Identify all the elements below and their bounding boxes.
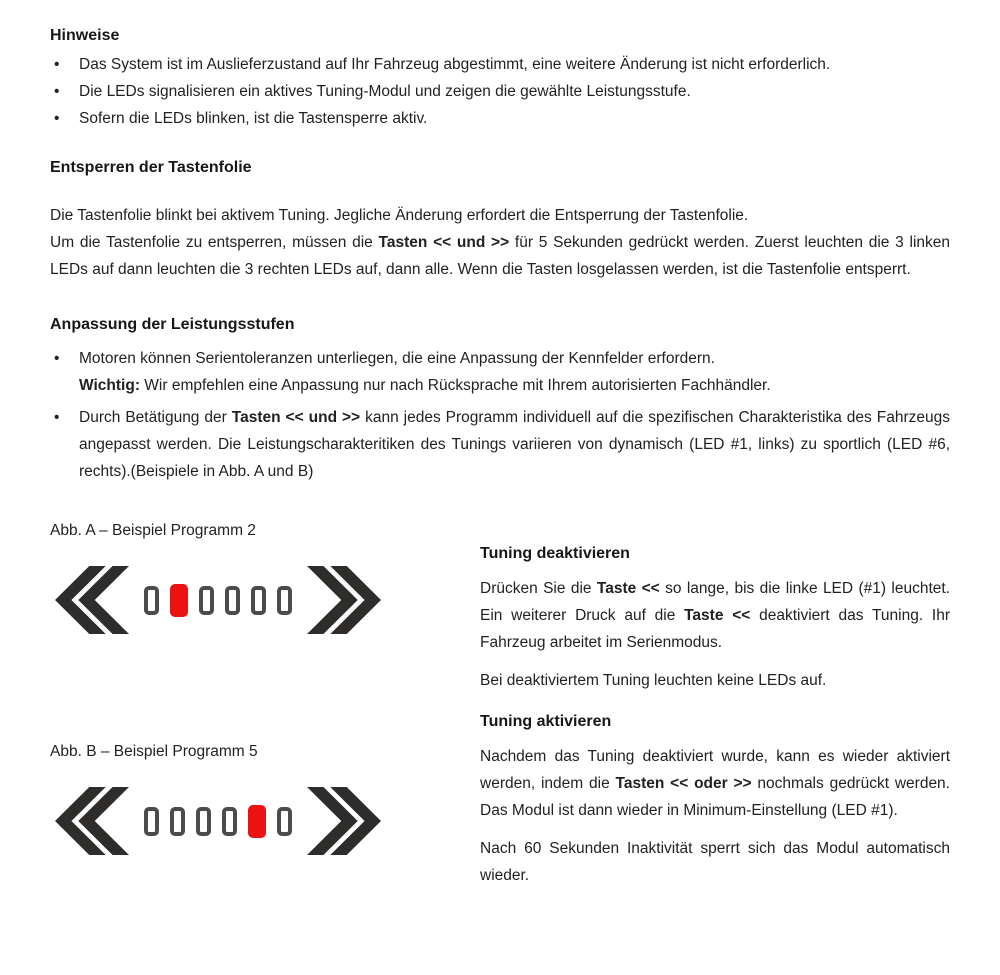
led-row (144, 805, 292, 838)
list-item (50, 404, 950, 485)
figures-and-instructions (50, 511, 950, 889)
led-off (277, 586, 292, 615)
section-title-hinweise: Hinweise (50, 27, 120, 44)
led-on (248, 805, 266, 838)
hinweise-bullet-list (50, 51, 950, 132)
double-chevron-left-icon (55, 566, 129, 634)
paragraph: Um die Tastenfolie zu entsperren, müssen die Tasten << und >> für 5 Sekunden gedrückt werden. Zuerst leuchten die 3 linken LEDs auf dann leuchten die 3 rechten LEDs auf, dann alle. Wenn die Tasten losgelassen werden, ist die Tastenfolie entsperrt. (50, 234, 950, 278)
double-chevron-right-icon (307, 566, 381, 634)
bullet-icon: • (54, 110, 60, 127)
led-off (199, 586, 214, 615)
bullet-icon: • (54, 409, 60, 426)
section-title-tuning-aktivieren: Tuning aktivieren (480, 713, 612, 730)
section-title-entsperren: Entsperren der Tastenfolie (50, 159, 252, 176)
bullet-text: Durch Betätigung der Tasten << und >> kann jedes Programm individuell auf die spezifischen Charakteristika des Fahrzeugs angepasst werden. Die Leistungscharakteritiken des Tunings variieren von dynamisch (LED #1, links) zu sportlich (LED #6, rechts).(Beispiele in Abb. A und B) (79, 409, 950, 480)
figures-column (50, 511, 480, 889)
led-off (225, 586, 240, 615)
led-row (144, 584, 292, 617)
list-item (50, 51, 950, 78)
section-anpassung (50, 315, 950, 485)
led-off (144, 586, 159, 615)
bullet-text: Die LEDs signalisieren ein aktives Tuning-Modul und zeigen die gewählte Leistungsstufe. (79, 83, 691, 100)
figure-b-caption: Abb. B – Beispiel Programm 5 (50, 743, 258, 760)
paragraph: Nach 60 Sekunden Inaktivität sperrt sich das Modul automatisch wieder. (480, 840, 950, 884)
list-item (50, 345, 950, 399)
paragraph: Drücken Sie die Taste << so lange, bis die linke LED (#1) leuchtet. Ein weiterer Druck auf die Taste << deaktiviert das Tuning. Ihr Fahrzeug arbeitet im Serienmodus. (480, 580, 950, 651)
section-hinweise (50, 26, 950, 132)
double-chevron-right-icon (307, 787, 381, 855)
paragraph: Nachdem das Tuning deaktiviert wurde, kann es wieder aktiviert werden, indem die Tasten << oder >> nochmals gedrückt werden. Das Modul ist dann wieder in Minimum-Einstellung (LED #1). (480, 748, 950, 819)
led-off (170, 807, 185, 836)
section-entsperren (50, 158, 950, 283)
led-panel-figure-a (55, 566, 480, 634)
led-panel-figure-b (55, 787, 480, 855)
led-off (196, 807, 211, 836)
led-off (144, 807, 159, 836)
bullet-text: Sofern die LEDs blinken, ist die Tastensperre aktiv. (79, 110, 428, 127)
double-chevron-left-icon (55, 787, 129, 855)
anpassung-bullet-list (50, 345, 950, 485)
bullet-text: Das System ist im Auslieferzustand auf Ihr Fahrzeug abgestimmt, eine weitere Änderung ist nicht erforderlich. (79, 56, 831, 73)
led-off (222, 807, 237, 836)
bullet-icon: • (54, 83, 60, 100)
bullet-icon: • (54, 350, 60, 367)
figure-a-caption: Abb. A – Beispiel Programm 2 (50, 522, 256, 539)
list-item (50, 105, 950, 132)
bullet-icon: • (54, 56, 60, 73)
paragraph: Bei deaktiviertem Tuning leuchten keine LEDs auf. (480, 672, 827, 689)
bullet-text: Wichtig: Wir empfehlen eine Anpassung nur nach Rücksprache mit Ihrem autorisierten Fachhändler. (79, 377, 771, 394)
section-title-tuning-deaktivieren: Tuning deaktivieren (480, 545, 630, 562)
section-title-anpassung: Anpassung der Leistungsstufen (50, 316, 295, 333)
instructions-column (480, 511, 950, 889)
bullet-text: Motoren können Serientoleranzen unterliegen, die eine Anpassung der Kennfelder erfordern. (79, 350, 715, 367)
led-off (251, 586, 266, 615)
led-off (277, 807, 292, 836)
list-item (50, 78, 950, 105)
led-on (170, 584, 188, 617)
paragraph: Die Tastenfolie blinkt bei aktivem Tuning. Jegliche Änderung erfordert die Entsperrung der Tastenfolie. (50, 207, 749, 224)
